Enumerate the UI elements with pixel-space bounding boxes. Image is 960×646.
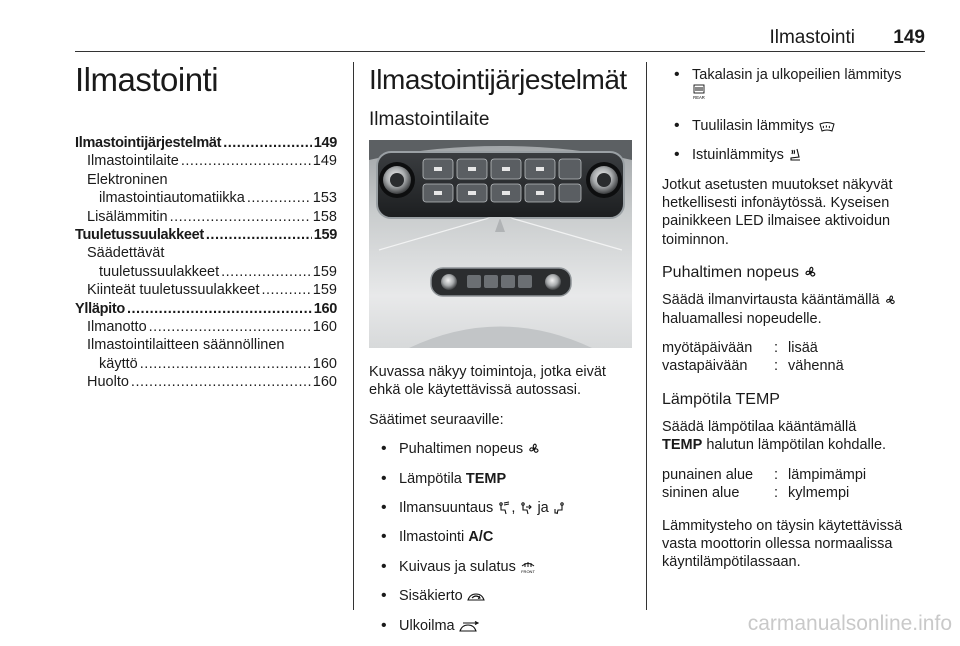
toc-entry[interactable] xyxy=(75,226,337,244)
air-to-body-icon xyxy=(519,501,533,515)
fan-speed-heading: Puhaltimen nopeus xyxy=(662,263,927,283)
climate-control-photo xyxy=(369,140,632,348)
toc-entry-title: Elektroninen xyxy=(87,171,168,188)
toc-leader-dots xyxy=(131,373,311,391)
header-rule xyxy=(75,51,925,52)
list-item: • Takalasin ja ulkopeilien lämmitys REAR xyxy=(662,66,927,106)
front-defrost-icon xyxy=(520,560,536,574)
toc-entry[interactable] xyxy=(75,336,337,354)
table-cell: : xyxy=(774,340,779,357)
fan-speed-text: Säädä ilmanvirtausta kääntämällä haluamallesi nopeudelle. xyxy=(662,291,927,328)
fan-icon xyxy=(884,294,897,307)
svg-text:REAR: REAR xyxy=(693,95,705,101)
toc-entry[interactable] xyxy=(75,152,337,170)
svg-text:FRONT: FRONT xyxy=(521,568,535,574)
fan-icon xyxy=(527,442,541,456)
chapter-title: Ilmastointi xyxy=(75,61,219,98)
list-item: • Istuinlämmitys xyxy=(662,146,927,164)
chapter-column xyxy=(75,60,337,392)
toc-entry[interactable] xyxy=(75,134,337,152)
toc-leader-dots xyxy=(181,152,311,170)
led-note: Jotkut asetusten muutokset näkyvät hetkellisesti infonäytössä. Kyseisen painikkeen LED ilmaisee aktivoidun toiminnon. xyxy=(662,176,893,248)
table-cell: lisää xyxy=(788,340,818,357)
toc-entry-page: 160 xyxy=(313,300,337,317)
table-cell: myötäpäivään xyxy=(662,340,753,357)
windshield-heating-icon xyxy=(818,121,836,133)
air-to-footwell-icon xyxy=(553,501,567,515)
list-item: • Lämpötila TEMP xyxy=(369,470,634,488)
list-item: • Tuulilasin lämmitys xyxy=(662,117,927,135)
toc-entry-title: ilmastointiautomatiikka xyxy=(99,190,245,207)
page-header xyxy=(75,22,925,52)
subsection-title: Ilmastointilaite xyxy=(369,109,490,130)
table-cell: lämpimämpi xyxy=(788,466,867,483)
toc-entry-title: Ilmanotto xyxy=(87,319,147,336)
list-item: • Ulkoilma xyxy=(369,617,634,635)
toc-entry[interactable] xyxy=(75,171,337,189)
page-number: 149 xyxy=(893,27,925,48)
toc-entry-page: 153 xyxy=(312,190,337,207)
toc-entry-title: Tuuletussuulakkeet xyxy=(75,227,204,244)
closing-note: Lämmitysteho on täysin käytettävissä vasta moottorin ollessa normaalissa käyntilämpötilassaan. xyxy=(662,517,903,571)
table-cell: : xyxy=(774,358,779,375)
table-cell: vastapäivään xyxy=(662,358,748,375)
section-column xyxy=(369,60,632,132)
column-divider-1 xyxy=(353,62,354,610)
toc-entry-title: Ilmastointijärjestelmät xyxy=(75,135,222,151)
table-cell: punainen alue xyxy=(662,466,754,483)
right-column xyxy=(662,66,927,583)
table-cell: sininen alue xyxy=(662,485,740,502)
air-to-windshield-icon xyxy=(497,501,511,515)
toc-entry-page: 159 xyxy=(312,263,337,280)
toc-entry-page: 149 xyxy=(313,135,337,151)
recirculation-icon xyxy=(467,591,485,603)
toc-entry-page: 159 xyxy=(312,282,337,299)
rear-window-heating-icon xyxy=(692,84,706,100)
temperature-text: Säädä lämpötilaa kääntämällä TEMP halutun lämpötilan kohdalle. xyxy=(662,418,887,454)
toc-entry-title: Huolto xyxy=(87,374,129,391)
toc-leader-dots xyxy=(206,226,312,244)
toc-entry-title: Säädettävät xyxy=(87,245,165,262)
fan-speed-table xyxy=(662,339,927,376)
toc-leader-dots xyxy=(127,300,312,318)
seat-heating-icon xyxy=(788,148,802,162)
toc-leader-dots xyxy=(149,318,311,336)
toc-entry[interactable] xyxy=(75,373,337,391)
toc-leader-dots xyxy=(223,134,311,152)
toc-entry-title: Ilmastointilaitteen säännöllinen xyxy=(87,337,285,354)
toc-entry[interactable] xyxy=(75,281,337,299)
toc-leader-dots xyxy=(170,208,311,226)
temperature-heading: Lämpötila TEMP xyxy=(662,390,780,408)
toc-entry-title: Ylläpito xyxy=(75,300,125,317)
toc-entry-page: 160 xyxy=(312,374,337,391)
toc-entry[interactable] xyxy=(75,208,337,226)
table-cell: vähennä xyxy=(788,358,844,375)
toc-leader-dots xyxy=(247,189,311,207)
toc-entry[interactable] xyxy=(75,244,337,262)
toc-entry-page: 159 xyxy=(313,227,337,244)
toc-entry[interactable] xyxy=(75,189,337,207)
toc-entry-page: 158 xyxy=(312,208,337,225)
controls-intro: Säätimet seuraaville: xyxy=(369,411,504,428)
toc-entry-title: Kiinteät tuuletussuulakkeet xyxy=(87,282,260,299)
temperature-table xyxy=(662,466,927,503)
list-item: • Puhaltimen nopeus xyxy=(369,440,634,458)
toc-leader-dots xyxy=(140,355,311,373)
table-cell: : xyxy=(774,485,779,502)
toc-entry-title: tuuletussuulakkeet xyxy=(99,263,220,280)
table-of-contents xyxy=(75,134,337,392)
list-item: • Kuivaus ja sulatus FRONT xyxy=(369,558,634,576)
list-item: • Ilmastointi A/C xyxy=(369,528,634,546)
table-cell: kylmempi xyxy=(788,485,850,502)
toc-leader-dots xyxy=(221,263,311,281)
fan-icon xyxy=(803,265,818,280)
photo-caption: Kuvassa näkyy toimintoja, jotka eivät ehkä ole käytettävissä autossasi. xyxy=(369,364,606,399)
toc-leader-dots xyxy=(262,281,311,299)
toc-entry[interactable] xyxy=(75,300,337,318)
toc-entry[interactable] xyxy=(75,355,337,373)
toc-entry-title: käyttö xyxy=(99,355,138,372)
column-divider-2 xyxy=(646,62,647,610)
running-section-title: Ilmastointi xyxy=(769,27,855,48)
photo-caption-block xyxy=(369,363,634,646)
section-title: Ilmastointijärjestelmät xyxy=(369,64,627,95)
list-item: • Ilmansuuntaus , ja xyxy=(369,499,634,517)
toc-entry[interactable] xyxy=(75,263,337,281)
controls-list xyxy=(369,440,634,635)
list-item: • Sisäkierto xyxy=(369,587,634,605)
toc-entry-page: 149 xyxy=(312,153,337,170)
heating-list xyxy=(662,66,927,165)
table-cell: : xyxy=(774,466,779,483)
outside-air-icon xyxy=(459,621,479,633)
toc-entry[interactable] xyxy=(75,318,337,336)
toc-entry-title: Ilmastointilaite xyxy=(87,153,179,170)
toc-entry-title: Lisälämmitin xyxy=(87,208,168,225)
toc-entry-page: 160 xyxy=(312,355,337,372)
toc-entry-page: 160 xyxy=(312,319,337,336)
watermark-link[interactable]: carmanualsonline.info xyxy=(747,612,952,635)
